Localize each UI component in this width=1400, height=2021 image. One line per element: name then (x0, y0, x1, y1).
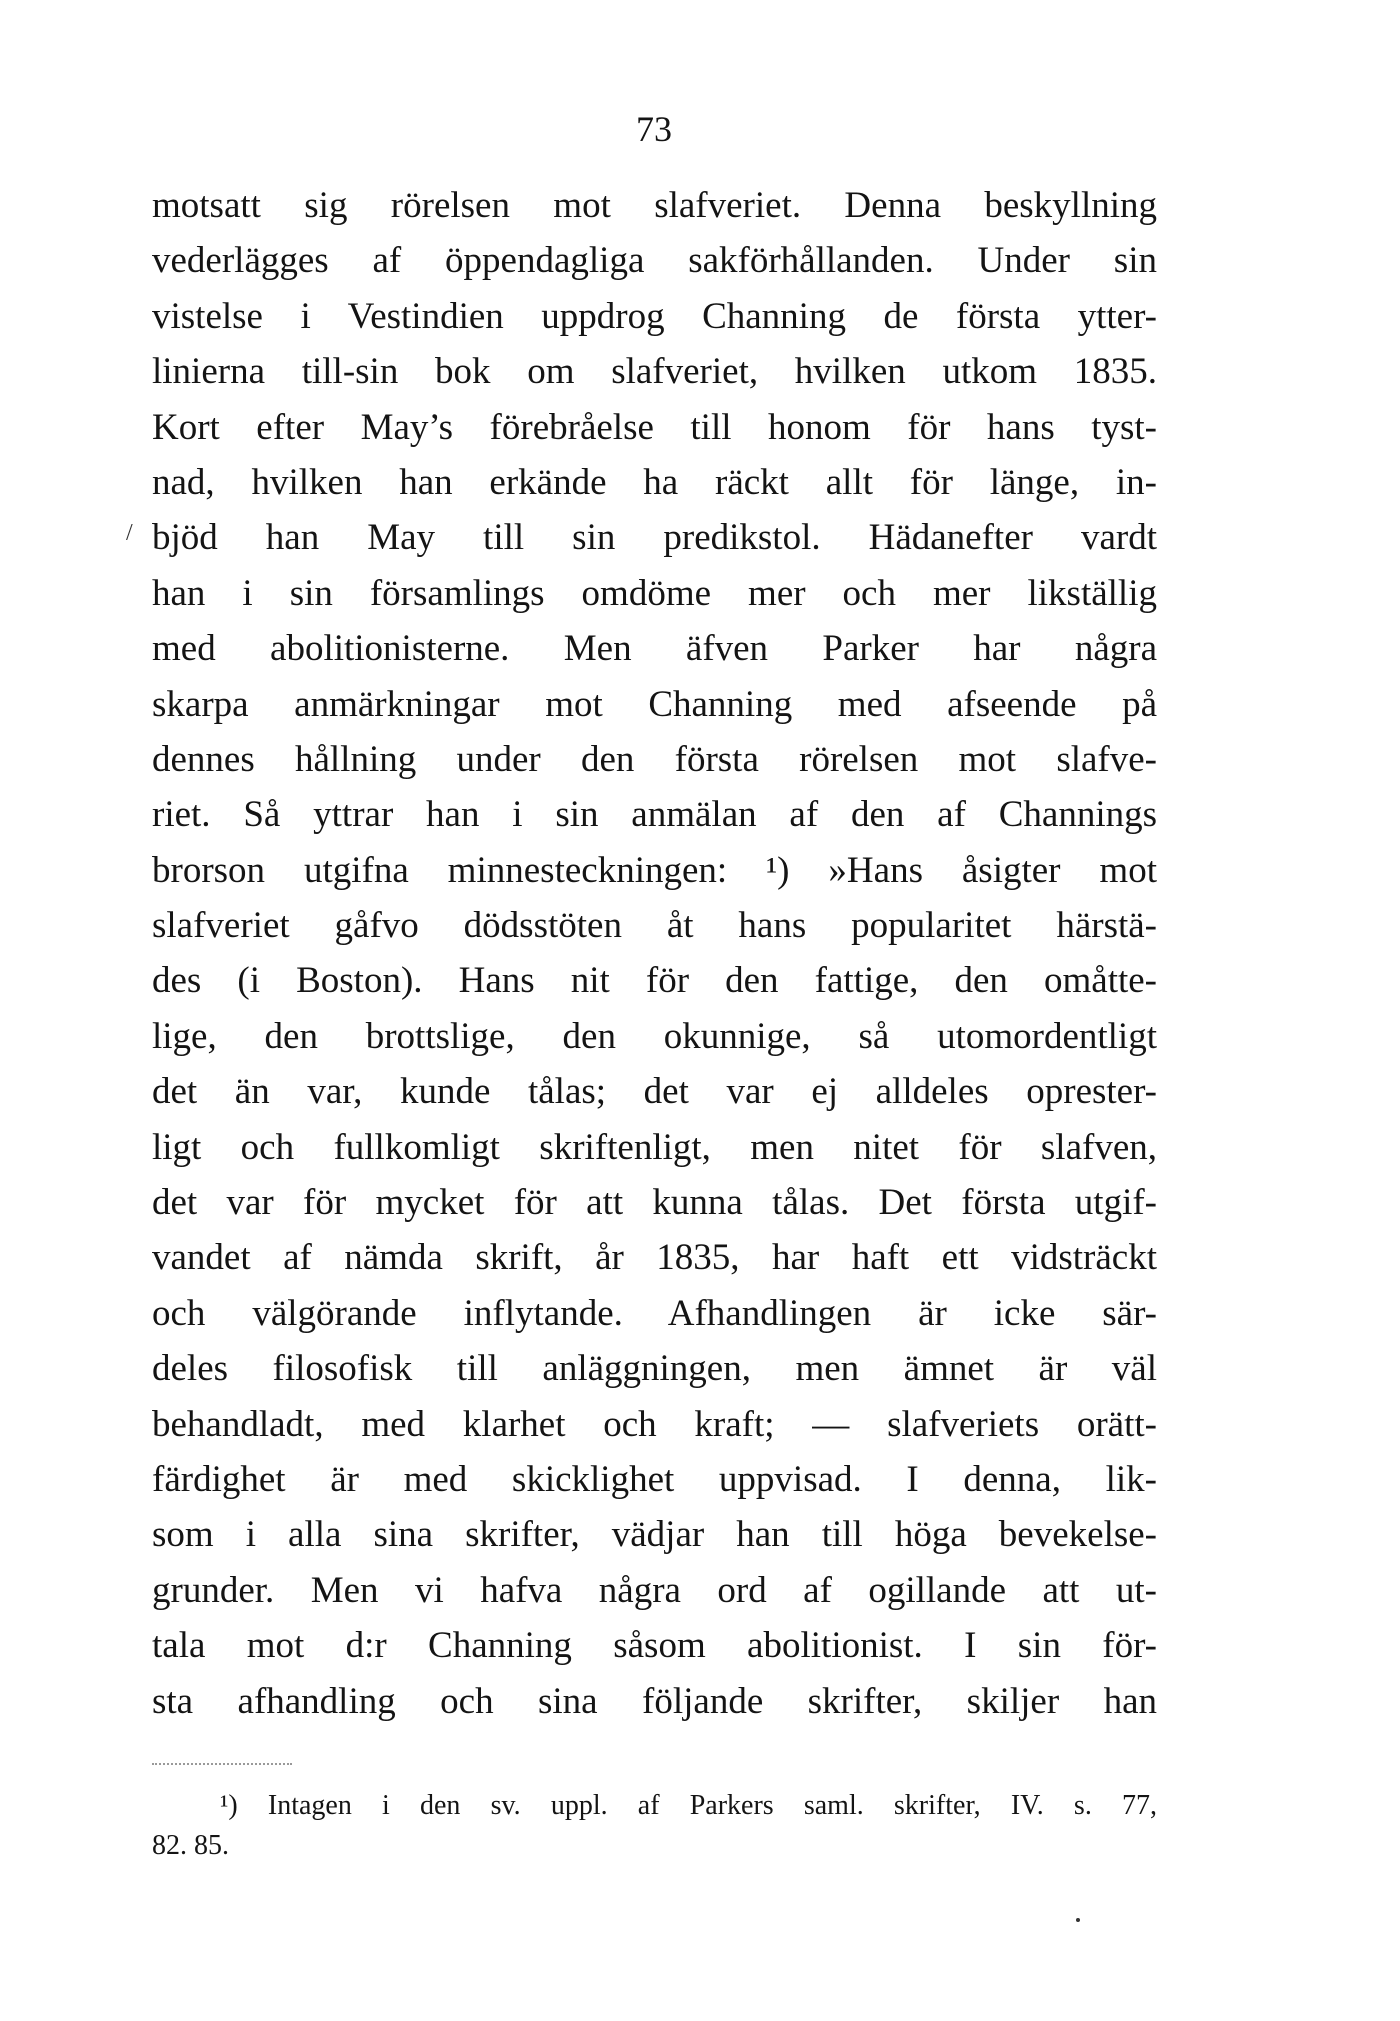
text-line: han i sin församlings omdöme mer och mer likställig (152, 572, 1157, 614)
margin-mark: / (126, 520, 133, 546)
text-line: riet. Så yttrar han i sin anmälan af den af Channings (152, 794, 1157, 836)
text-line: vistelse i Vestindien uppdrog Channing de första ytter- (152, 295, 1157, 337)
body-text (152, 178, 1157, 1729)
ink-speck (1076, 1918, 1080, 1922)
text-line: ligt och fullkomligt skriftenligt, men nitet för slafven, (152, 1126, 1157, 1168)
text-line: med abolitionisterne. Men äfven Parker har några (152, 628, 1157, 670)
text-line: vederlägges af öppendagliga sakförhållanden. Under sin (152, 240, 1157, 282)
page-number: 73 (636, 109, 672, 149)
text-line: sta afhandling och sina följande skrifter, skiljer han (152, 1680, 1157, 1722)
footnote-line: 82. 85. (152, 1830, 229, 1861)
text-line: nad, hvilken han erkände ha räckt allt för länge, in- (152, 461, 1157, 503)
text-line: deles filosofisk till anläggningen, men ämnet är väl (152, 1348, 1157, 1390)
text-line: Kort efter May’s förebråelse till honom för hans tyst- (152, 406, 1157, 448)
text-line: motsatt sig rörelsen mot slafveriet. Denna beskyllning (152, 185, 1157, 226)
text-line: behandladt, med klarhet och kraft; — slafveriets orätt- (152, 1403, 1157, 1445)
text-line: bjöd han May till sin predikstol. Hädanefter vardt (152, 517, 1157, 559)
text-line: det än var, kunde tålas; det var ej alldeles oprester- (152, 1071, 1157, 1113)
text-line: brorson utgifna minnesteckningen: ¹) »Hans åsigter mot (152, 849, 1157, 891)
footnote-divider (152, 1763, 292, 1765)
text-line: grunder. Men vi hafva några ord af ogillande att ut- (152, 1569, 1157, 1611)
text-line: det var för mycket för att kunna tålas. Det första utgif- (152, 1182, 1157, 1224)
footnote-line: ¹) Intagen i den sv. uppl. af Parkers saml. skrifter, IV. s. 77, (220, 1790, 1157, 1821)
footnote (152, 1786, 1157, 1866)
text-line: och välgörande inflytande. Afhandlingen är icke sär- (152, 1292, 1157, 1334)
text-line: vandet af nämda skrift, år 1835, har haft ett vidsträckt (152, 1237, 1157, 1279)
text-line: som i alla sina skrifter, vädjar han till höga bevekelse- (152, 1514, 1157, 1556)
text-line: des (i Boston). Hans nit för den fattige, den omåtte- (152, 960, 1157, 1002)
text-line: slafveriet gåfvo dödsstöten åt hans popularitet härstä- (152, 905, 1157, 947)
text-line: tala mot d:r Channing såsom abolitionist. I sin för- (152, 1625, 1157, 1667)
text-line: dennes hållning under den första rörelsen mot slafve- (152, 738, 1157, 780)
text-line: färdighet är med skicklighet uppvisad. I denna, lik- (152, 1458, 1157, 1500)
text-line: skarpa anmärkningar mot Channing med afseende på (152, 683, 1157, 725)
text-line: lige, den brottslige, den okunnige, så utomordentligt (152, 1015, 1157, 1057)
text-line: linierna till-sin bok om slafveriet, hvilken utkom 1835. (152, 351, 1157, 393)
